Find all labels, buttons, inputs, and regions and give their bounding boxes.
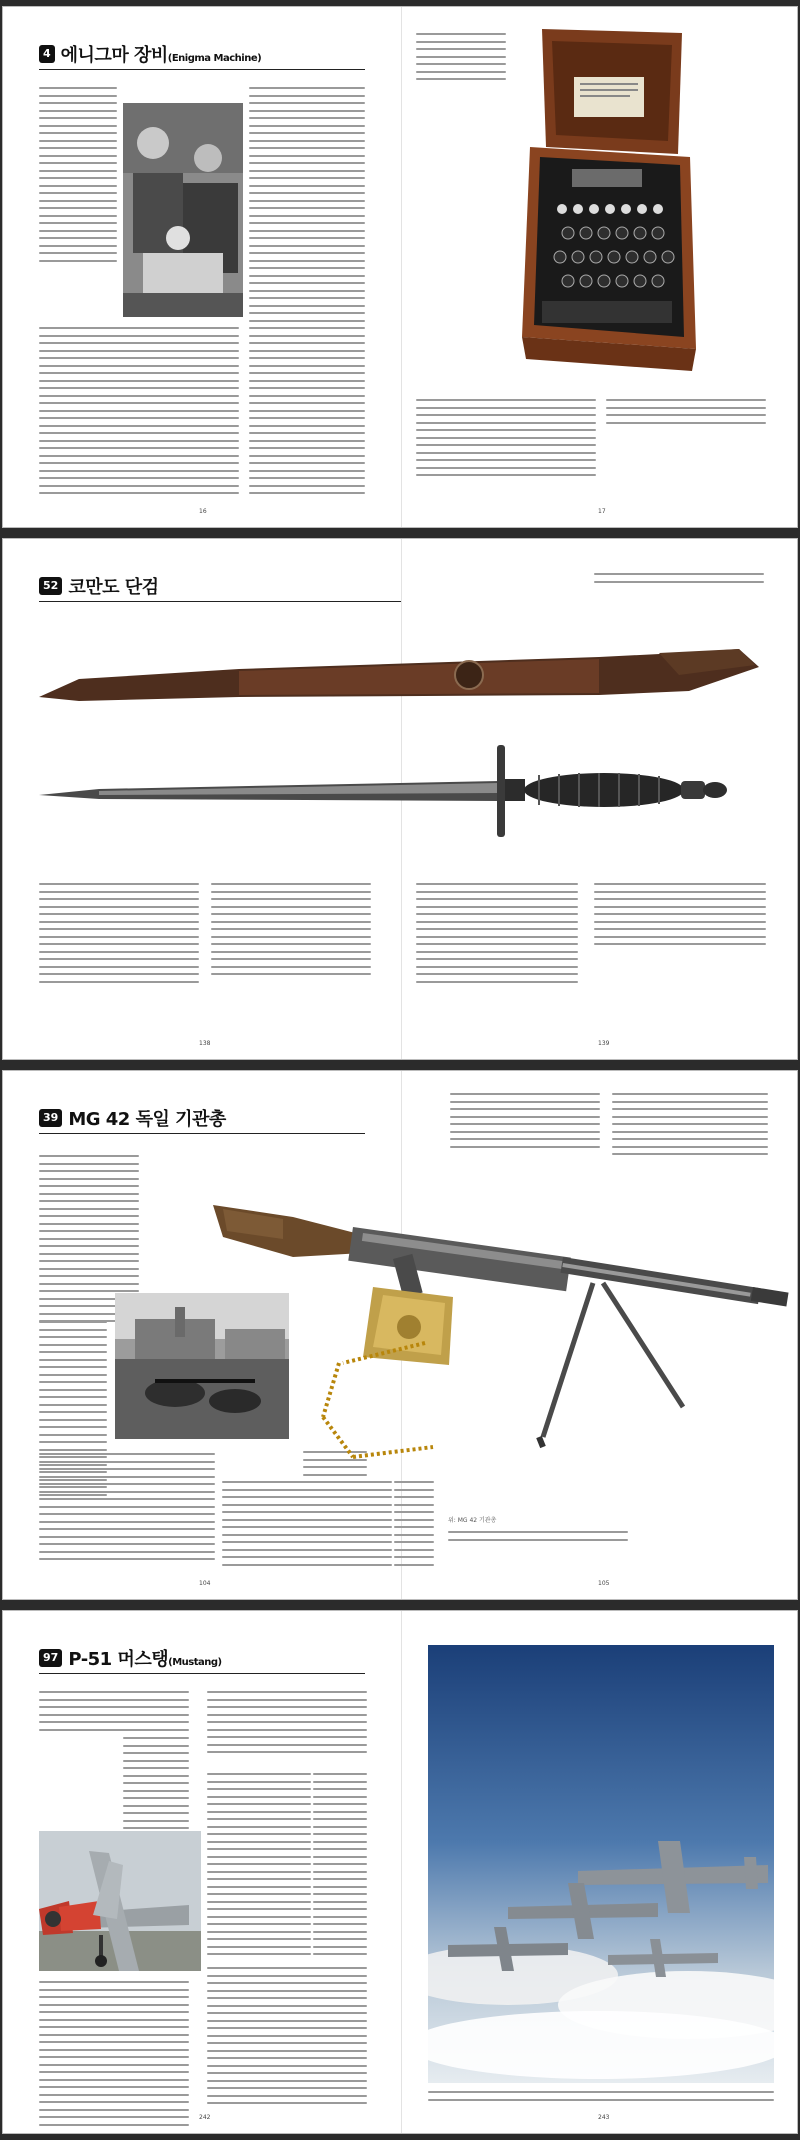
article-number: 4 xyxy=(39,45,55,63)
body-text-column xyxy=(207,1967,367,2110)
caption-text xyxy=(594,573,764,588)
spread-mg42 xyxy=(2,1070,798,1600)
title-rule xyxy=(39,601,401,602)
p51-formation-sky-photo xyxy=(428,1645,774,2083)
body-text-column xyxy=(416,399,596,482)
body-text-column xyxy=(416,883,578,988)
page-number: 16 xyxy=(199,508,207,515)
body-text-column xyxy=(249,87,365,500)
spread-commando-dagger xyxy=(2,538,798,1060)
article-title: 에니그마 장비(Enigma Machine) xyxy=(60,45,262,66)
article-heading xyxy=(39,1645,222,1671)
page-right xyxy=(401,1611,798,2133)
page-left xyxy=(3,1611,401,2133)
caption-text xyxy=(416,33,506,86)
soldiers-with-enigma-photo xyxy=(123,103,243,317)
page-number: 17 xyxy=(598,508,606,515)
page-number: 242 xyxy=(199,2114,211,2121)
caption-text xyxy=(428,2091,774,2106)
article-number: 97 xyxy=(39,1649,62,1667)
body-text-column xyxy=(211,883,371,981)
title-rule xyxy=(39,1673,365,1674)
article-number: 39 xyxy=(39,1109,62,1127)
body-text-column xyxy=(594,883,766,951)
image-caption: 위: MG 42 기관총 xyxy=(448,1517,497,1524)
body-text-column xyxy=(39,327,239,500)
title-rule xyxy=(39,69,365,70)
article-title: 코만도 단검 xyxy=(68,577,159,598)
page-left xyxy=(3,7,401,527)
commando-dagger-photo xyxy=(39,735,779,845)
page-number: 104 xyxy=(199,1580,211,1587)
spread-enigma xyxy=(2,6,798,528)
body-text-column xyxy=(39,1453,215,1566)
dagger-sheath-photo xyxy=(39,639,769,719)
body-text-column xyxy=(39,883,199,988)
page-number: 105 xyxy=(598,1580,610,1587)
body-text-column xyxy=(313,1773,367,1961)
page-number: 243 xyxy=(598,2114,610,2121)
article-title: P-51 머스탱(Mustang) xyxy=(68,1649,222,1670)
page-number: 139 xyxy=(598,1040,610,1047)
enigma-machine-photo xyxy=(512,19,700,409)
article-heading xyxy=(39,41,261,67)
spread-p51-mustang xyxy=(2,1610,798,2134)
body-text-column xyxy=(39,1981,189,2131)
body-text-column xyxy=(207,1773,311,1961)
p51-mustang-red-nose-photo xyxy=(39,1831,201,1971)
body-text-column xyxy=(39,1691,189,1736)
article-number: 52 xyxy=(39,577,62,595)
mg42-machine-gun-photo xyxy=(213,1187,793,1487)
article-heading xyxy=(39,573,159,599)
title-rule xyxy=(39,1133,365,1134)
article-title: MG 42 독일 기관총 xyxy=(68,1109,226,1130)
body-text-column xyxy=(606,399,766,429)
body-text-column xyxy=(222,1481,392,1571)
body-text-column xyxy=(450,1093,600,1153)
caption-text xyxy=(448,1531,628,1546)
body-text-column xyxy=(39,87,117,267)
article-heading xyxy=(39,1105,226,1131)
page-right xyxy=(401,7,798,527)
body-text-column xyxy=(207,1691,367,1759)
body-text-column xyxy=(394,1481,434,1571)
body-text-column xyxy=(612,1093,768,1161)
page-number: 138 xyxy=(199,1040,211,1047)
